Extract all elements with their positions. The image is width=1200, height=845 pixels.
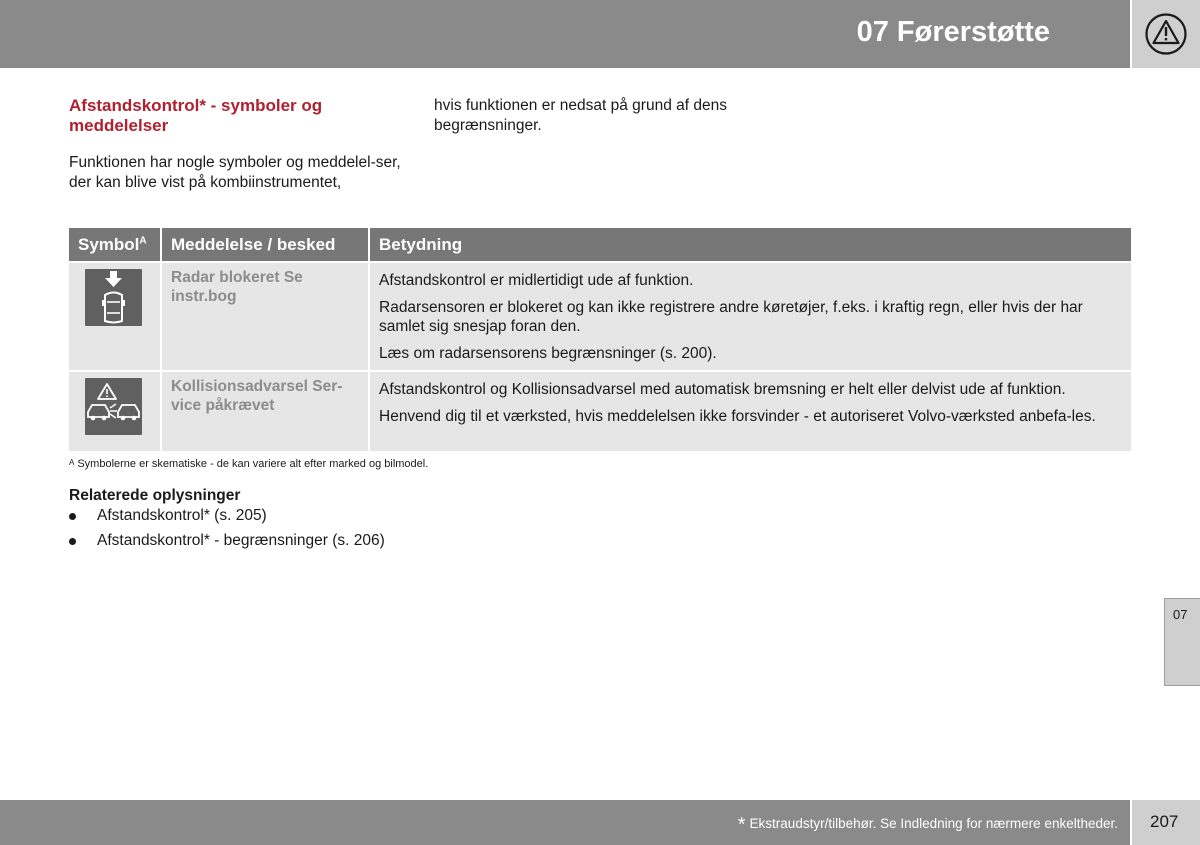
symbol-cell — [69, 371, 161, 451]
symbol-box — [85, 269, 142, 326]
meaning-line: Radarsensoren er blokeret og kan ikke registrere andre køretøjer, f.eks. i kraftig regn, eller hvis der har samlet sig snesjap foran den. — [379, 299, 1083, 335]
column-header-message: Meddelelse / besked — [161, 228, 369, 262]
chapter-tab-label: 07 — [1173, 607, 1188, 622]
warning-triangle-icon — [1144, 12, 1188, 56]
chapter-tab — [1164, 598, 1200, 686]
column-header-symbol: Symbol$^A$ — [69, 228, 161, 262]
related-link[interactable]: Afstandskontrol* (s. 205) — [69, 506, 385, 531]
related-heading: Relaterede oplysninger — [69, 487, 241, 504]
page-number: 207 — [1150, 812, 1179, 831]
meaning-cell — [369, 262, 1131, 371]
page-number-box — [1132, 800, 1200, 845]
footer-star: * — [737, 814, 746, 836]
footer-note: * Ekstraudstyr/tilbehør. Se Indledning for nærmere enkeltheder. — [737, 814, 1118, 836]
table-footnote — [69, 458, 428, 470]
symbol-cell — [69, 262, 161, 371]
radar-blocked-icon — [85, 269, 142, 326]
related-link[interactable]: Afstandskontrol* - begrænsninger (s. 206) — [69, 531, 385, 556]
message-cell: Kollisionsadvarsel Ser-vice påkrævet — [161, 371, 369, 451]
meaning-line: Henvend dig til et værksted, hvis meddelelsen ikke forsvinder - et autoriseret Volvo-værksted anbefa-les. — [379, 408, 1096, 425]
meaning-cell — [369, 371, 1131, 451]
meaning-line: Afstandskontrol og Kollisionsadvarsel med automatisk bremsning er helt eller delvist ude af funktion. — [379, 381, 1066, 398]
intro-text-left: Funktionen har nogle symboler og meddelel-ser, der kan blive vist på kombiinstrumentet, — [69, 154, 401, 191]
related-list — [69, 506, 385, 556]
footnote-mark: A — [69, 458, 75, 467]
header-bar — [0, 0, 1130, 68]
collision-warning-icon — [85, 378, 142, 435]
table-row — [69, 262, 1131, 371]
meaning-line: Læs om radarsensorens begrænsninger (s. 200). — [379, 345, 717, 362]
chapter-title: 07 Førerstøtte — [856, 16, 1050, 48]
bullet-icon — [69, 538, 76, 545]
bullet-icon — [69, 513, 76, 520]
footer-bar — [0, 800, 1130, 845]
message-cell: Radar blokeret Se instr.bog — [161, 262, 369, 371]
table-row — [69, 371, 1131, 451]
symbol-table — [69, 228, 1131, 451]
table-header-row — [69, 228, 1131, 262]
header-icon-box — [1132, 0, 1200, 68]
section-heading: Afstandskontrol* - symboler og meddelelser — [69, 96, 323, 135]
meaning-line: Afstandskontrol er midlertidigt ude af funktion. — [379, 272, 694, 289]
footnote-ref: A — [139, 234, 147, 246]
footnote-text: Symbolerne er skematiske - de kan variere alt efter marked og bilmodel. — [77, 458, 429, 470]
symbol-box — [85, 378, 142, 435]
column-header-meaning: Betydning — [369, 228, 1131, 262]
intro-text-right: hvis funktionen er nedsat på grund af dens begrænsninger. — [434, 97, 727, 134]
